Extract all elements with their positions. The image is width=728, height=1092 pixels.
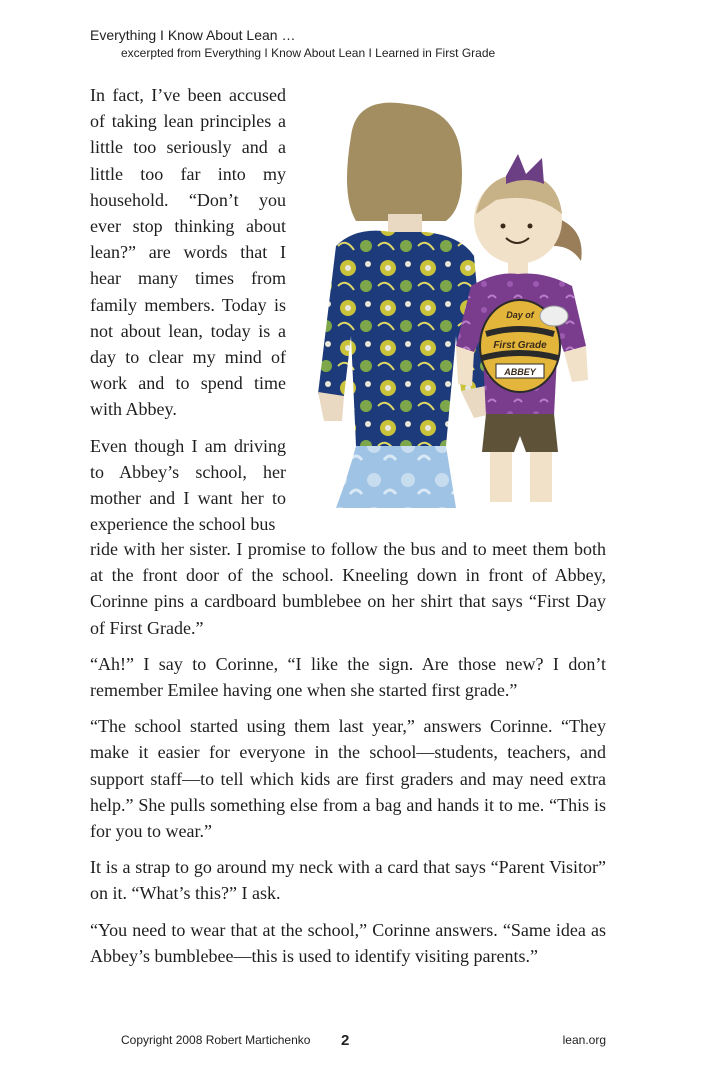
paragraph: “Ah!” I say to Corinne, “I like the sign. Are those new? I don’t remember Emilee having one when she started first grade.” — [90, 653, 606, 701]
header-title: Everything I Know About Lean … — [90, 27, 296, 43]
badge-line-1: Day of — [506, 310, 534, 320]
narrow-text-column — [90, 82, 286, 537]
page-number: 2 — [341, 1032, 350, 1049]
collage-illustration — [296, 96, 626, 508]
child-figure — [456, 154, 588, 502]
wide-text-column — [90, 536, 606, 979]
paragraph: “You need to wear that at the school,” Corinne answers. “Same idea as Abbey’s bumblebee—this is used to identify visiting parents.” — [90, 919, 606, 966]
badge-line-2: First Grade — [493, 340, 547, 351]
badge-line-3: ABBEY — [504, 367, 536, 377]
paragraph: “The school started using them last year,” answers Corinne. “They make it easier for everyone in the school—students, teachers, and support staff—to tell which kids are first graders and may need extra help.” She pulls something else from a bag and hands it to me. “This is for you to wear.” — [90, 716, 606, 842]
paragraph: It is a strap to go around my neck with a card that says “Parent Visitor” on it. “What’s this?” I ask. — [90, 857, 606, 904]
paragraph-wrap-start: Even though I am driving to Abbey’s school, her mother and I want her to experience the school bus — [90, 435, 286, 535]
header-subtitle: excerpted from Everything I Know About Lean I Learned in First Grade — [121, 46, 496, 60]
paragraph-wrap-end: ride with her sister. I promise to follow the bus and to meet them both at the front door of the school. Kneeling down in front of Abbey, Corinne pins a cardboard bumblebee on her shirt that says “First Day of First Grade.” — [90, 539, 606, 638]
footer-site: lean.org — [562, 1033, 606, 1047]
mother-figure — [318, 103, 492, 508]
paragraph: In fact, I’ve been accused of taking lean principles a little too seriously and a little too far into my household. “Don’t you ever stop thinking about lean?” are words that I hear many times from family members. Today is not about lean, today is a day to clear my mind of work and to spend time with Abbey. — [90, 85, 286, 420]
footer-copyright: Copyright 2008 Robert Martichenko — [121, 1033, 311, 1047]
